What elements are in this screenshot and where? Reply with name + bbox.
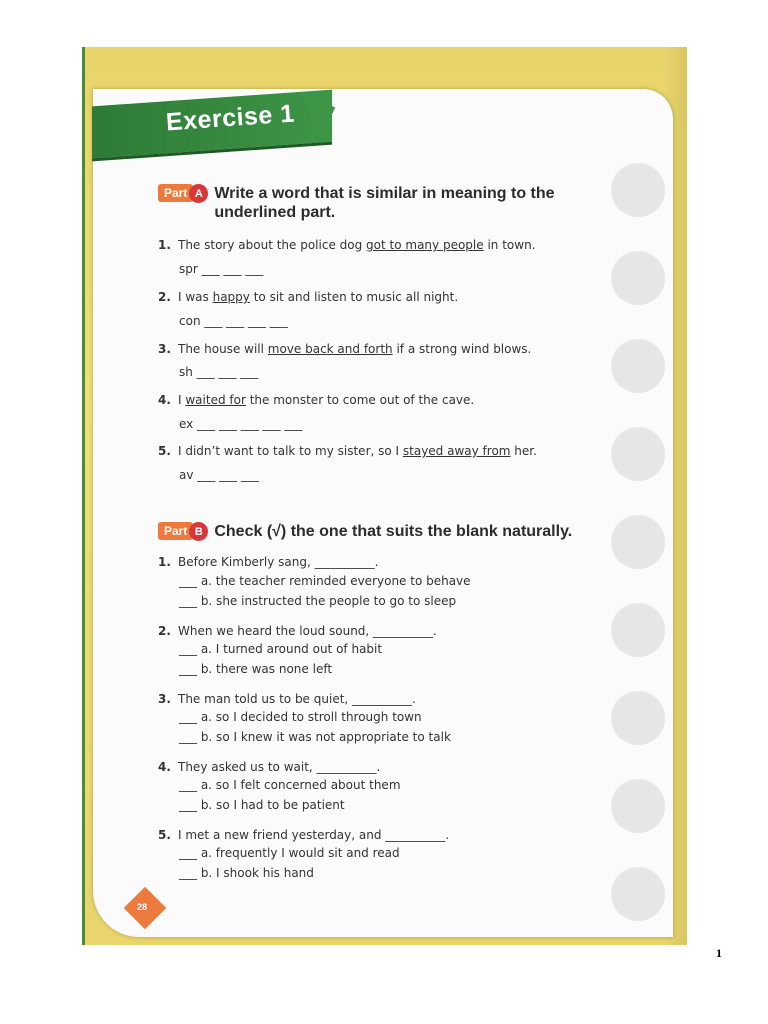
part-a-question-2: 2. I was happy to sit and listen to music all night. (158, 290, 459, 304)
underlined-phrase: waited for (185, 393, 246, 407)
part-b-option-4a[interactable]: ___ a. so I felt concerned about them (179, 778, 401, 792)
part-a-letter-badge: A (189, 184, 208, 203)
scanned-book-page (82, 47, 687, 945)
part-b-option-2a[interactable]: ___ a. I turned around out of habit (179, 642, 383, 656)
underlined-phrase: move back and forth (267, 342, 393, 356)
part-a-answer-1[interactable]: spr ___ ___ ___ (179, 262, 264, 276)
part-a-answer-3[interactable]: sh ___ ___ ___ (179, 365, 259, 379)
part-b-option-5a[interactable]: ___ a. frequently I would sit and read (179, 846, 400, 860)
part-b-option-4b[interactable]: ___ b. so I had to be patient (179, 798, 345, 812)
part-a-label: Part (158, 184, 193, 202)
part-b-option-1a[interactable]: ___ a. the teacher reminded everyone to behave (179, 574, 471, 588)
part-b-option-3a[interactable]: ___ a. so I decided to stroll through town (179, 710, 422, 724)
exercise-title: Exercise 1 (165, 99, 296, 137)
part-b-option-1b[interactable]: ___ b. she instructed the people to go to sleep (179, 594, 457, 608)
part-a-question-3: 3. The house will move back and forth if a strong wind blows. (158, 342, 532, 356)
part-b-header (158, 522, 572, 541)
underlined-phrase: happy (212, 290, 250, 304)
underlined-phrase: got to many people (366, 238, 484, 252)
part-a-question-1: 1. The story about the police dog got to many people in town. (158, 238, 536, 252)
part-a-instruction: Write a word that is similar in meaning to the underlined part. (214, 185, 555, 221)
book-page-number: 28 (137, 902, 148, 912)
part-a-question-5: 5. I didn’t want to talk to my sister, so I stayed away from her. (158, 444, 537, 458)
part-b-letter-badge: B (189, 522, 208, 541)
part-b-question-2: 2. When we heard the loud sound, __________. (158, 624, 437, 638)
part-b-option-3b[interactable]: ___ b. so I knew it was not appropriate to talk (179, 730, 451, 744)
part-a-answer-2[interactable]: con ___ ___ ___ ___ (179, 314, 288, 328)
bleed-through-images (603, 149, 673, 929)
part-b-question-5: 5. I met a new friend yesterday, and __________. (158, 828, 450, 842)
part-a-answer-4[interactable]: ex ___ ___ ___ ___ ___ (179, 417, 303, 431)
part-a-header (158, 184, 555, 222)
document-page-number: 1 (716, 946, 722, 960)
part-b-question-3: 3. The man told us to be quiet, __________. (158, 692, 416, 706)
part-b-option-2b[interactable]: ___ b. there was none left (179, 662, 333, 676)
part-a-question-4: 4. I waited for the monster to come out of the cave. (158, 393, 475, 407)
part-b-option-5b[interactable]: ___ b. I shook his hand (179, 866, 314, 880)
underlined-phrase: stayed away from (402, 444, 511, 458)
part-b-question-4: 4. They asked us to wait, __________. (158, 760, 381, 774)
part-b-label: Part (158, 522, 193, 540)
part-b-instruction: Check (√) the one that suits the blank naturally. (214, 523, 573, 540)
part-a-answer-5[interactable]: av ___ ___ ___ (179, 468, 259, 482)
part-b-question-1: 1. Before Kimberly sang, __________. (158, 555, 379, 569)
